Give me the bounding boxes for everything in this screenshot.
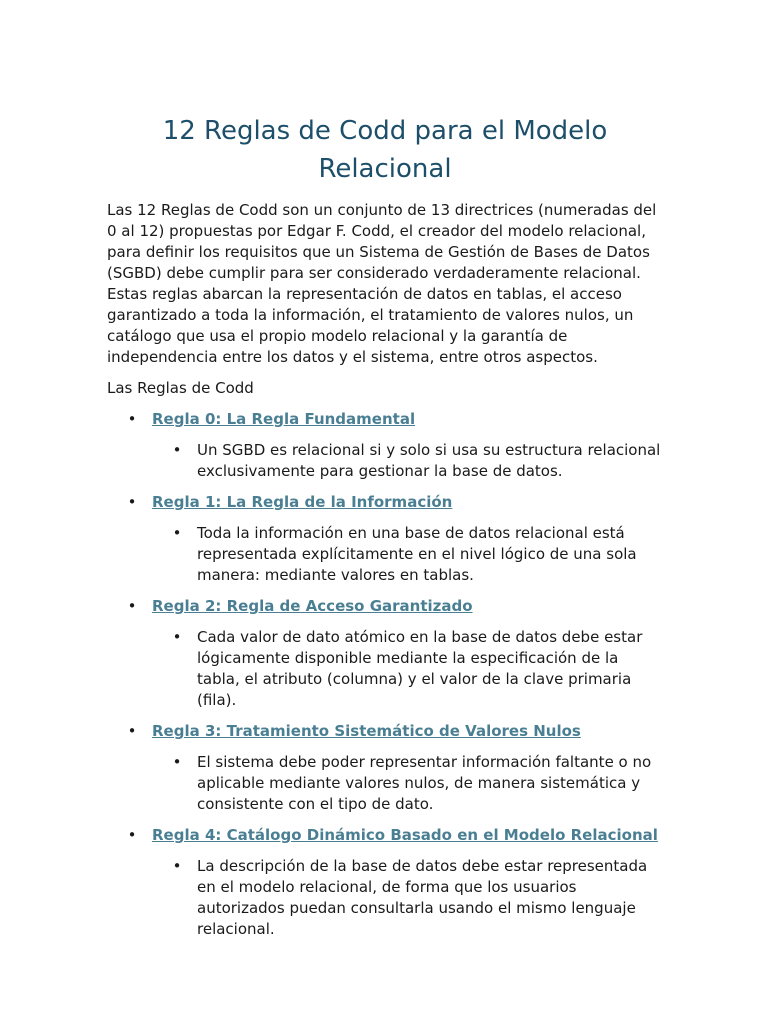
document-page <box>107 112 663 950</box>
rule-description-1: Toda la información en una base de datos relacional está representada explícitamente en el nivel lógico de una sola manera: mediante valores en tablas. <box>197 524 637 584</box>
bullet-icon: • <box>172 628 182 646</box>
rule-link-1[interactable]: Regla 1: La Regla de la Información <box>152 493 453 511</box>
bullet-icon: • <box>127 493 137 511</box>
rule-description-0: Un SGBD es relacional si y solo si usa su estructura relacional exclusivamente para gestionar la base de datos. <box>197 441 661 480</box>
rule-item-3 <box>107 721 663 815</box>
rule-description-item <box>107 627 663 711</box>
rule-description-item <box>107 440 663 482</box>
page-title: 12 Reglas de Codd para el Modelo Relacional <box>162 116 608 184</box>
rule-link-3[interactable]: Regla 3: Tratamiento Sistemático de Valores Nulos <box>152 722 581 740</box>
bullet-icon: • <box>127 826 137 844</box>
rules-list <box>107 409 663 940</box>
section-label: Las Reglas de Codd <box>107 379 254 397</box>
intro-paragraph: Las 12 Reglas de Codd son un conjunto de 13 directrices (numeradas del 0 al 12) propuestas por Edgar F. Codd, el creador del modelo relacional, para definir los requisitos que un Sistema de Gestión de Bases de Datos (SGBD) debe cumplir para ser considerado verdaderamente relacional. Estas reglas abarcan la representación de datos en tablas, el acceso garantizado a toda la información, el tratamiento de valores nulos, un catálogo que usa el propio modelo relacional y la garantía de independencia entre los datos y el sistema, entre otros aspectos. <box>107 201 657 366</box>
bullet-icon: • <box>172 441 182 459</box>
rule-link-2[interactable]: Regla 2: Regla de Acceso Garantizado <box>152 597 473 615</box>
rule-item-2 <box>107 596 663 711</box>
bullet-icon: • <box>172 753 182 771</box>
rule-link-0[interactable]: Regla 0: La Regla Fundamental <box>152 410 416 428</box>
bullet-icon: • <box>127 410 137 428</box>
bullet-icon: • <box>172 524 182 542</box>
rule-item-0 <box>107 409 663 482</box>
rule-description-item <box>107 752 663 815</box>
bullet-icon: • <box>172 857 182 875</box>
rule-description-3: El sistema debe poder representar información faltante o no aplicable mediante valores nulos, de manera sistemática y consistente con el tipo de dato. <box>197 753 652 813</box>
rule-description-item <box>107 856 663 940</box>
rule-description-2: Cada valor de dato atómico en la base de datos debe estar lógicamente disponible mediante la especificación de la tabla, el atributo (columna) y el valor de la clave primaria (fila). <box>197 628 643 709</box>
rule-item-1 <box>107 492 663 586</box>
rule-item-4 <box>107 825 663 940</box>
rule-link-4[interactable]: Regla 4: Catálogo Dinámico Basado en el Modelo Relacional <box>152 826 658 844</box>
rule-description-item <box>107 523 663 586</box>
bullet-icon: • <box>127 597 137 615</box>
bullet-icon: • <box>127 722 137 740</box>
rule-description-4: La descripción de la base de datos debe estar representada en el modelo relacional, de forma que los usuarios autorizados puedan consultarla usando el mismo lenguaje relacional. <box>197 857 648 938</box>
